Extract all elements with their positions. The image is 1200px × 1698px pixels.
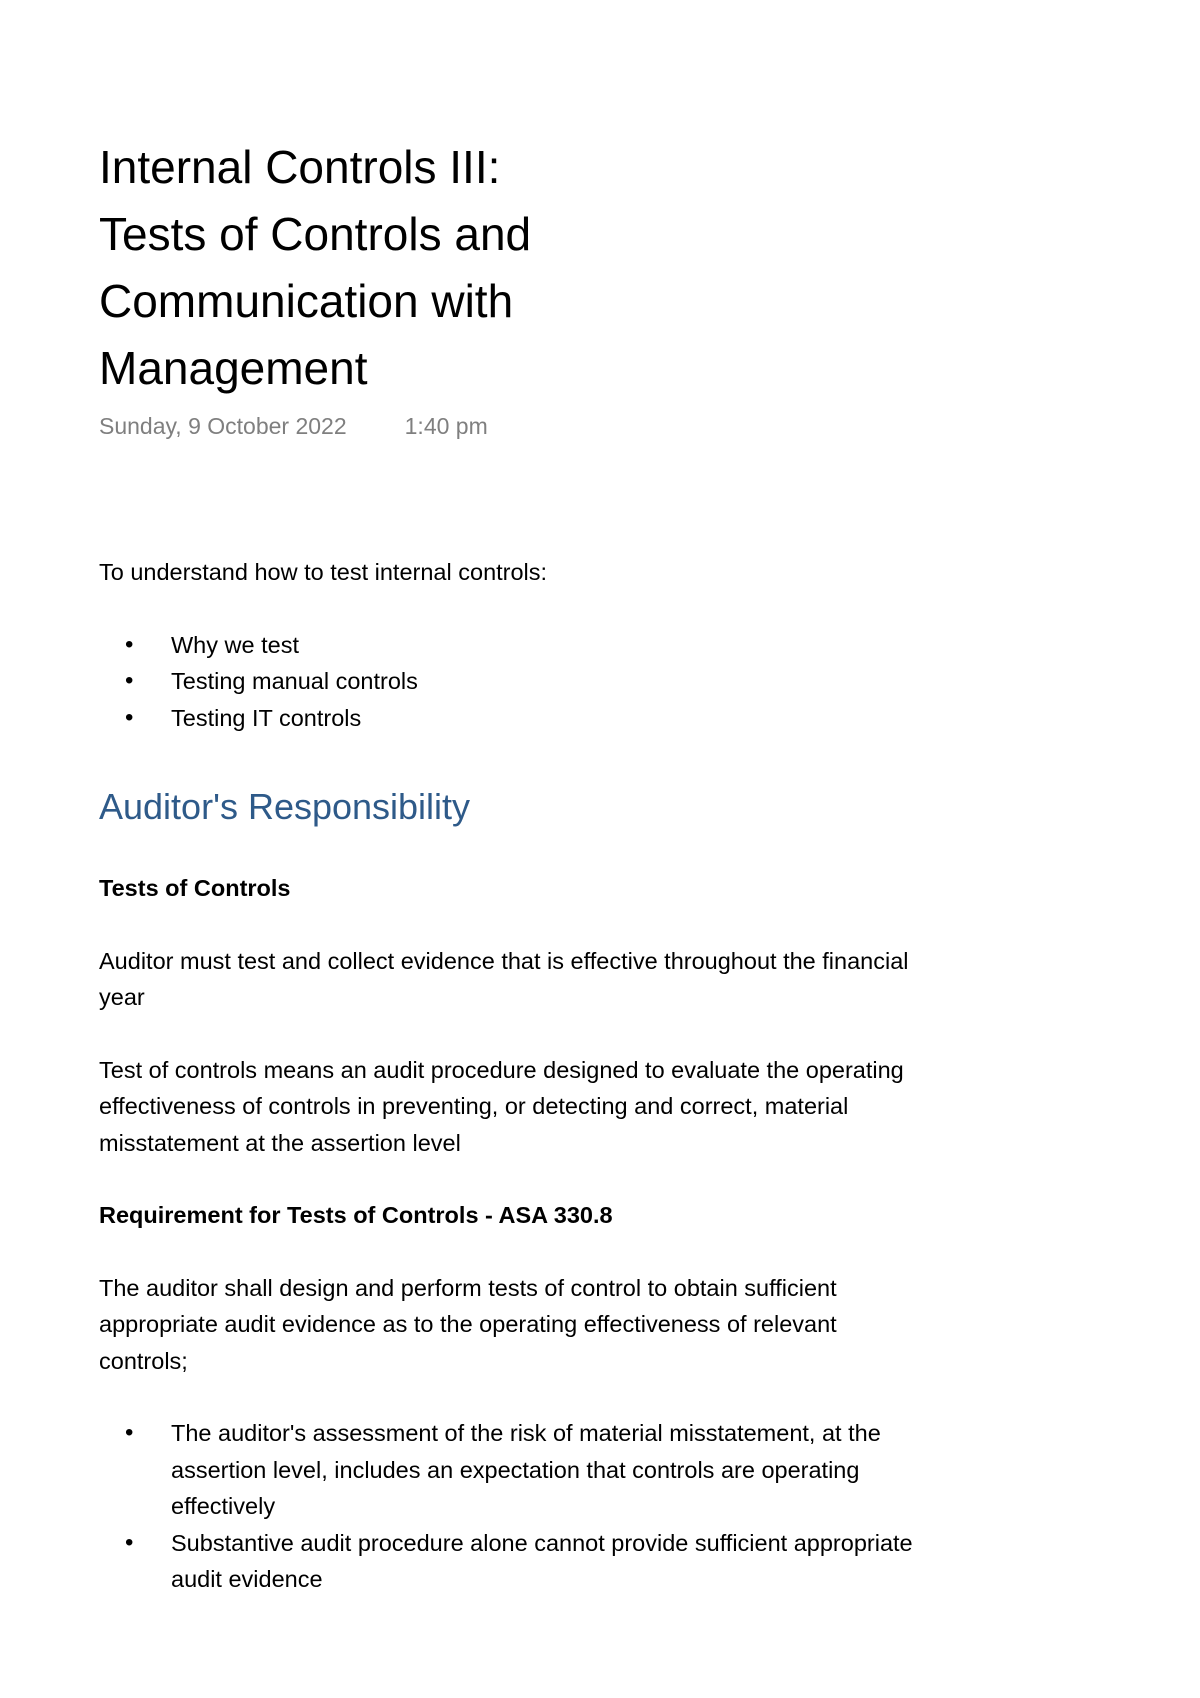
list-item-line: • Substantive audit procedure alone cannot provide sufficient appropriate — [171, 1529, 913, 1556]
page-time: 1:40 pm — [404, 413, 488, 439]
title-line: Communication with — [99, 275, 514, 327]
list-item: • Testing IT controls — [99, 700, 1099, 737]
list-item: • Testing manual controls — [99, 663, 1099, 700]
page-meta — [99, 410, 1099, 442]
title-line: Internal Controls III: — [99, 141, 501, 193]
objectives-list — [99, 627, 1099, 737]
paragraph-line: Test of controls means an audit procedure designed to evaluate the operating — [99, 1056, 904, 1083]
paragraph-line: year — [99, 984, 145, 1010]
requirement-list — [99, 1415, 1099, 1598]
paragraph-evidence — [99, 943, 1089, 1016]
intro-text: To understand how to test internal controls: — [99, 559, 548, 585]
list-item — [99, 1415, 1099, 1525]
paragraph-line: controls; — [99, 1347, 188, 1374]
paragraph-line: misstatement at the assertion level — [99, 1129, 461, 1156]
list-item-line: • The auditor's assessment of the risk of material misstatement, at the — [171, 1420, 881, 1446]
list-item — [99, 1525, 1099, 1598]
list-item-line: effectively — [171, 1493, 276, 1519]
list-item-line: audit evidence — [171, 1566, 323, 1592]
section-heading: Auditor's Responsibility — [99, 786, 471, 827]
list-item-line: assertion level, includes an expectation that controls are operating — [171, 1456, 860, 1483]
paragraph-line: Auditor must test and collect evidence that is effective throughout the financial — [99, 947, 909, 974]
page-title — [99, 134, 1099, 402]
paragraph-requirement — [99, 1270, 1089, 1380]
document-content — [99, 134, 1099, 1598]
title-line: Management — [99, 342, 368, 394]
paragraph-line: The auditor shall design and perform tests of control to obtain sufficient — [99, 1274, 837, 1301]
paragraph-line: effectiveness of controls in preventing, or detecting and correct, material — [99, 1093, 849, 1119]
tests-of-controls-heading: Tests of Controls — [99, 875, 291, 901]
paragraph-definition — [99, 1052, 1089, 1162]
requirement-heading: Requirement for Tests of Controls - ASA 330.8 — [99, 1202, 613, 1228]
paragraph-line: appropriate audit evidence as to the operating effectiveness of relevant — [99, 1311, 837, 1337]
list-item: • Why we test — [99, 627, 1099, 664]
page-date: Sunday, 9 October 2022 — [99, 413, 347, 439]
title-line: Tests of Controls and — [99, 208, 532, 260]
